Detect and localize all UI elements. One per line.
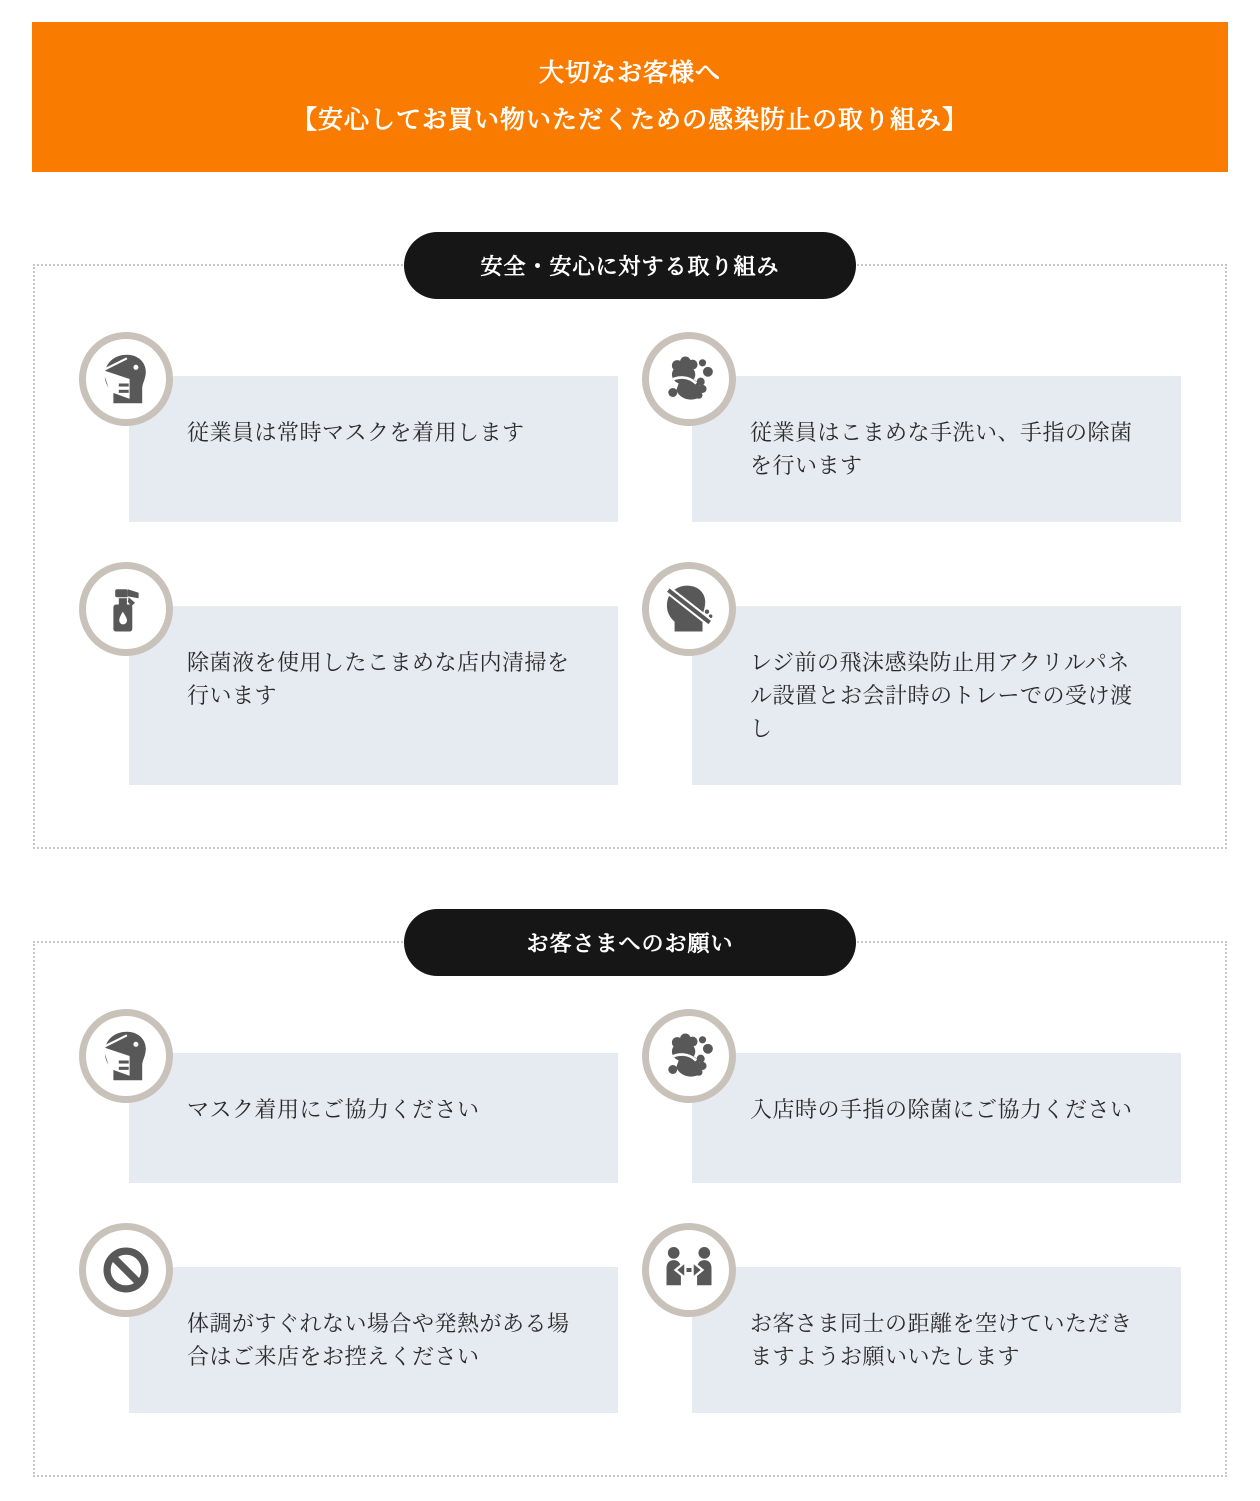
measure-item [79, 332, 618, 522]
item-text: 入店時の手指の除菌にご協力ください [750, 1097, 1133, 1122]
item-text-box [129, 1053, 618, 1183]
item-text-box [129, 376, 618, 522]
droplet-block-icon [662, 582, 716, 636]
section-panel [33, 931, 1227, 1477]
mask-face-icon [99, 352, 153, 406]
prohibition-icon [99, 1243, 153, 1297]
item-text-box [692, 606, 1181, 785]
item-icon-circle [642, 1223, 736, 1317]
section-title: お客さまへのお願い [526, 931, 734, 956]
item-icon-circle [79, 1223, 173, 1317]
item-text-box [692, 1053, 1181, 1183]
item-icon-circle [79, 562, 173, 656]
sections-container [0, 254, 1260, 1501]
section-title-pill [404, 909, 856, 976]
section-panel [33, 254, 1227, 849]
section-items-grid [79, 1009, 1181, 1413]
social-distance-icon [662, 1243, 716, 1297]
hand-wash-icon [662, 1029, 716, 1083]
measure-item [642, 1009, 1181, 1183]
banner-title-line2: 【安心してお買い物いただくための感染防止の取り組み】 [291, 106, 968, 134]
item-text-box [692, 1267, 1181, 1413]
item-text: 従業員はこまめな手洗い、手指の除菌を行います [750, 420, 1133, 478]
item-text-box [129, 1267, 618, 1413]
item-icon-circle [79, 1009, 173, 1103]
measure-item [642, 1223, 1181, 1413]
item-text: 体調がすぐれない場合や発熱がある場合はご来店をお控えください [187, 1311, 570, 1369]
item-text: マスク着用にご協力ください [187, 1097, 480, 1122]
header-banner [32, 22, 1228, 172]
item-icon-circle [79, 332, 173, 426]
item-text-box [129, 606, 618, 785]
item-text: 除菌液を使用したこまめな店内清掃を行います [187, 650, 570, 708]
section-title-pill [404, 232, 856, 299]
section-title: 安全・安心に対する取り組み [480, 254, 780, 279]
section-items-grid [79, 332, 1181, 785]
item-text-box [692, 376, 1181, 522]
item-text: 従業員は常時マスクを着用します [187, 420, 525, 445]
item-icon-circle [642, 562, 736, 656]
item-icon-circle [642, 332, 736, 426]
banner-title-line1: 大切なお客様へ [538, 59, 721, 87]
sanitizer-spray-icon [99, 582, 153, 636]
mask-face-icon [99, 1029, 153, 1083]
item-icon-circle [642, 1009, 736, 1103]
measure-item [642, 562, 1181, 785]
measure-item [79, 1009, 618, 1183]
item-text: お客さま同士の距離を空けていただきますようお願いいたします [750, 1311, 1133, 1369]
hand-wash-icon [662, 352, 716, 406]
item-text: レジ前の飛沫感染防止用アクリルパネル設置とお会計時のトレーでの受け渡し [750, 650, 1133, 741]
measure-item [79, 562, 618, 785]
measure-item [642, 332, 1181, 522]
measure-item [79, 1223, 618, 1413]
